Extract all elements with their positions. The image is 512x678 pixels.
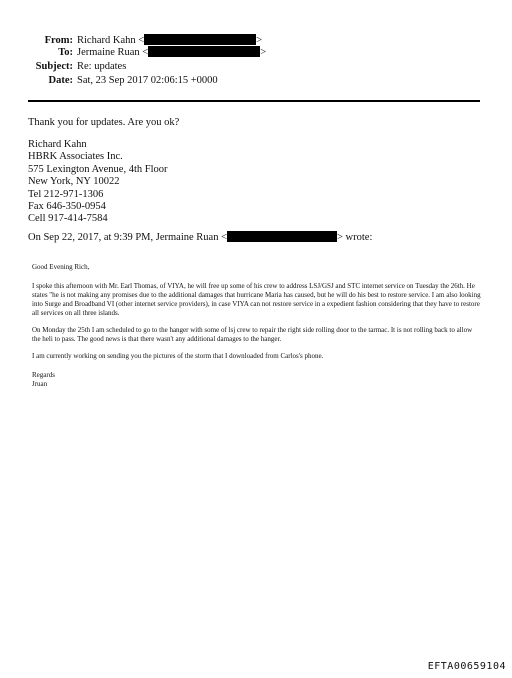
signature-cell: Cell 917-414-7584 [28, 213, 108, 225]
quoted-message [32, 263, 482, 389]
to-angle-close: > [260, 47, 267, 58]
header-divider [28, 100, 480, 102]
to-value [77, 46, 266, 59]
signature-fax: Fax 646-350-0954 [28, 201, 106, 213]
quoted-paragraph-1: I spoke this afternoon with Mr. Earl Thomas, of VIYA, he will free up some of his crew to address LSJ/GSJ and STC internet service on Tuesday the 26th. He states "he is not making any promises due to the additional damages that hurricane Maria has caused, but he will do his best to restore service. I am also looking into Surge and Broadband VI (other internet service providers), in case VIYA can not restore service in a expedient fashion considering that they have to restore all services on all three islands. [32, 282, 481, 317]
signature-company: HBRK Associates Inc. [28, 151, 123, 163]
signature-address-line1: 575 Lexington Avenue, 4th Floor [28, 163, 168, 175]
quote-header-suffix: > wrote: [337, 232, 373, 243]
reply-line: Thank you for updates. Are you ok? [28, 117, 180, 128]
quoted-paragraph-3: I am currently working on sending you the pictures of the storm that I downloaded from Carlos's phone. [32, 352, 324, 360]
signature-block [28, 139, 168, 226]
subject-label: Subject: [35, 61, 73, 72]
redaction-box [227, 231, 337, 242]
from-angle-close: > [256, 35, 263, 46]
signature-address-line2: New York, NY 10022 [28, 176, 120, 188]
quote-header [28, 231, 372, 244]
signature-name: Richard Kahn [28, 139, 87, 150]
from-name: Richard Kahn < [77, 35, 145, 46]
redaction-box [148, 46, 260, 57]
redaction-box [144, 34, 256, 45]
bates-number: EFTA00659104 [427, 661, 506, 672]
quoted-regards: Regards [32, 371, 55, 379]
quote-header-prefix: On Sep 22, 2017, at 9:39 PM, Jermaine Ruan < [28, 232, 227, 243]
subject-value: Re: updates [77, 61, 127, 72]
to-label: To: [58, 47, 73, 58]
from-label: From: [44, 35, 73, 46]
to-name: Jermaine Ruan < [77, 47, 149, 58]
date-value: Sat, 23 Sep 2017 02:06:15 +0000 [77, 75, 218, 86]
quoted-paragraph-2: On Monday the 25th I am scheduled to go to the hanger with some of lsj crew to repair the right side rolling door to the tarmac. It is not rolling back to allow the heli to pass. The good news is that there wasn't any additional damages to the hanger. [32, 326, 473, 343]
quoted-signoff: Jruan [32, 380, 48, 388]
quoted-greeting: Good Evening Rich, [32, 263, 90, 271]
signature-tel: Tel 212-971-1306 [28, 188, 104, 200]
date-label: Date: [48, 75, 73, 86]
